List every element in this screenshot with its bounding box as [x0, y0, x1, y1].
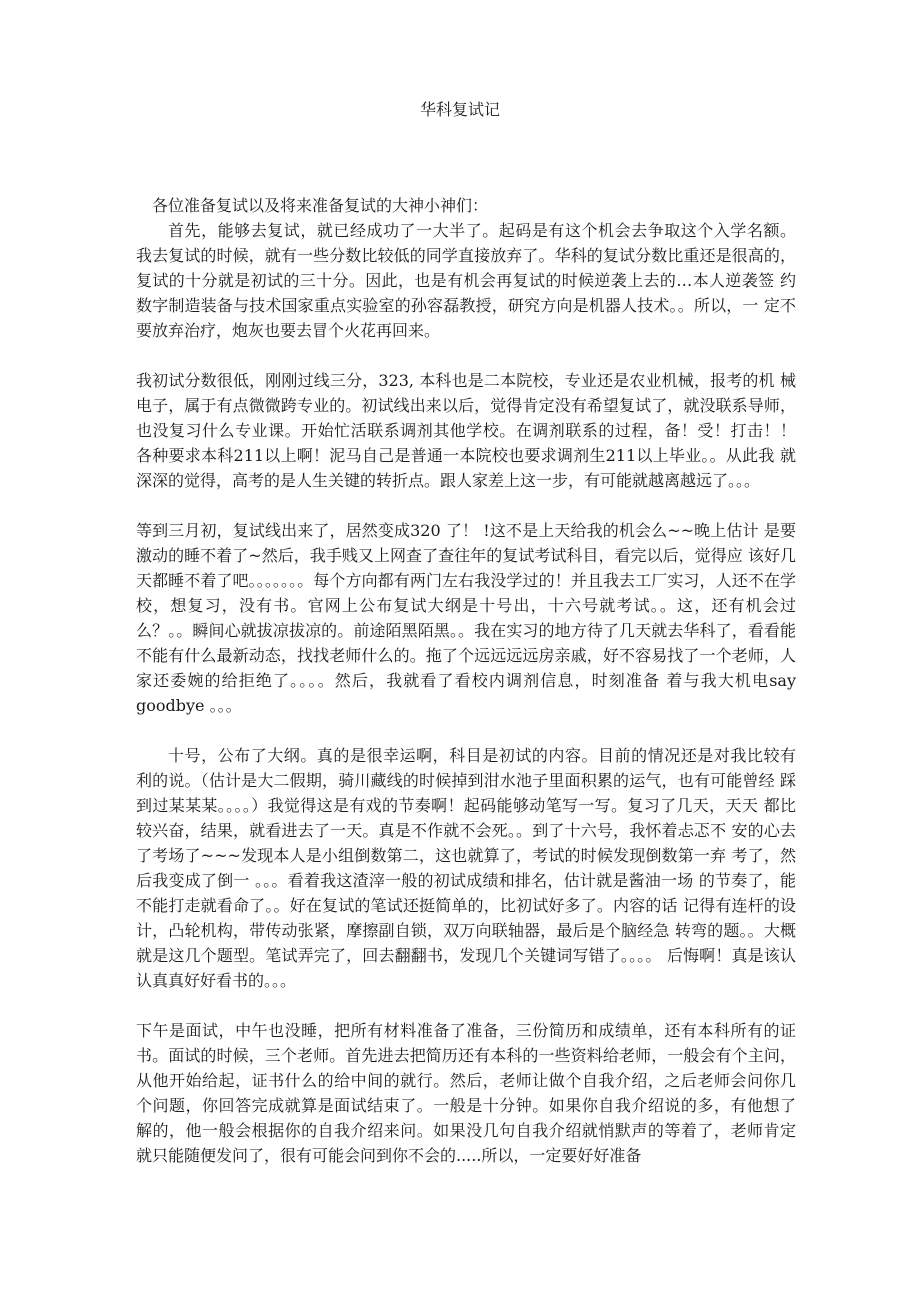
paragraph-1: 首先，能够去复试，就已经成功了一大半了。起码是有这个机会去争取这个入学名额。 我去复试的时候，就有一些分数比较低的同学直接放弃了。华科的复试分数比重还是很高的， 复试的十分就是初试的三十分。因此，也是有机会再复试的时候逆袭上去的…本人逆袭签 约数字制造装备与技术国家重点实验室的孙容磊教授，研究方向是机器人技术。。所以，一 定不要放弃治疗，炮灰也要去冒个火花再回来。	[136, 221, 796, 340]
paragraph-5: 下午是面试，中午也没睡，把所有材料准备了准备，三份简历和成绩单，还有本科所有的证 书。面试的时候，三个老师。首先进去把简历还有本科的一些资料给老师，一般会有个主问， 从他开始给起，证书什么的给中间的就行。然后，老师让做个自我介绍，之后老师会问你几 个问题，你回答完成就算是面试结束了。一般是十分钟。如果你自我介绍说的多，有他想了 解的，他一般会根据你的自我介绍来问。如果没几句自我介绍就悄默声的等着了，老师肯定 就只能随便发问了，很有可能会问到你不会的.....所以，一定要好好准备	[136, 1021, 796, 1165]
paragraph-gap	[136, 493, 796, 518]
document-title: 华科复试记	[419, 100, 500, 119]
document-body	[136, 193, 796, 1168]
paragraph-gap	[136, 993, 796, 1018]
paragraph-gap	[136, 343, 796, 368]
paragraph-4: 十号，公布了大纲。真的是很幸运啊，科目是初试的内容。目前的情况还是对我比较有 利的说。（估计是大二假期，骑川藏线的时候掉到泔水池子里面积累的运气，也有可能曾经 踩到过某某某。。。。）我觉得这是有戏的节奏啊！起码能够动笔写一写。复习了几天，天天 都比较兴奋，结果，就看进去了一天。真是不作就不会死。。到了十六号，我怀着忐忑不 安的心去了考场了~~~发现本人是小组倒数第二，这也就算了，考试的时候发现倒数第一弃 考了，然后我变成了倒一 。。。看着我这渣滓一般的初试成绩和排名，估计就是酱油一场 的节奏了，能不能打走就看命了。。好在复试的笔试还挺简单的，比初试好多了。内容的话 记得有连杆的设计，凸轮机构，带传动张紧，摩擦副自锁，双万向联轴器，最后是个脑经急 转弯的题。。大概就是这几个题型。笔试弄完了，回去翻翻书，发现几个关键词写错了。。。。 后悔啊！真是该认认真真好好看书的。。。	[136, 746, 796, 990]
paragraph-gap	[136, 718, 796, 743]
paragraph-3: 等到三月初，复试线出来了，居然变成320 了！ !这不是上天给我的机会么~~晚上估计 是要激动的睡不着了~然后，我手贱又上网查了查往年的复试考试科目，看完以后，觉得应 该好几天都睡不着了吧。。。。。。。每个方向都有两门左右我没学过的！并且我去工厂实习，人还不在学校，想复习，没有书。官网上公布复试大纲是十号出，十六号就考试。。这，还有机会过么？。。瞬间心就拔凉拔凉的。前途陌黑陌黑。。我在实习的地方待了几天就去华科了，看看能不能有什么最新动态，找找老师什么的。拖了个远远远远房亲戚，好不容易找了一个老师，人家还委婉的给拒绝了。。。。然后，我就看了看校内调剂信息，时刻准备 着与我大机电say goodbye 。。。	[136, 521, 796, 715]
greeting-line: 各位准备复试以及将来准备复试的大神小神们：	[152, 196, 489, 215]
paragraph-2: 我初试分数很低，刚刚过线三分，323, 本科也是二本院校，专业还是农业机械，报考的机 械电子，属于有点微微跨专业的。初试线出来以后，觉得肯定没有希望复试了，就没联系导师，也没复习什么专业课。开始忙活联系调剂其他学校。在调剂联系的过程，备！受！打击！！ 各种要求本科211以上啊！泥马自己是普通一本院校也要求调剂生211以上毕业。。从此我 就深深的觉得，高考的是人生关键的转折点。跟人家差上这一步，有可能就越离越远了。。。	[136, 371, 796, 490]
